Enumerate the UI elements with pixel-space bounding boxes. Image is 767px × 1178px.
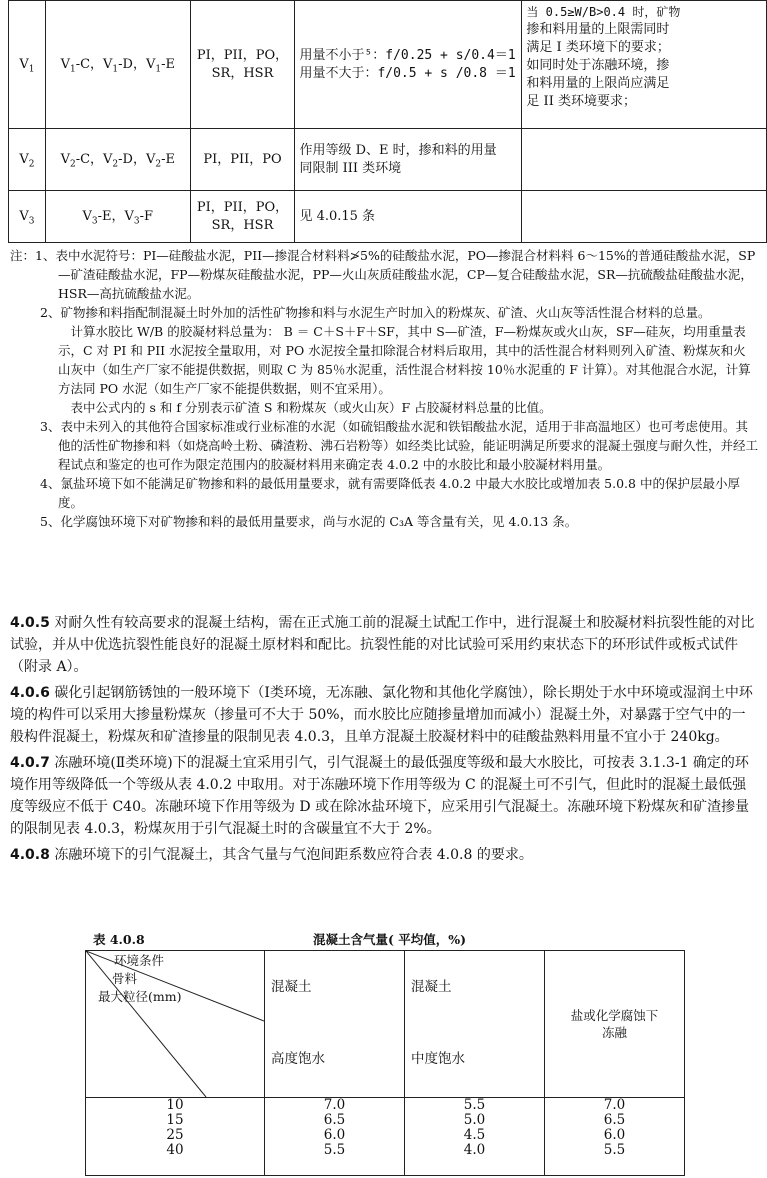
medium-saturation-values: 5.5 5.0 4.5 4.0	[405, 1098, 545, 1176]
table-row	[9, 129, 767, 191]
clauses	[10, 612, 758, 870]
env-code: $V_3$	[9, 191, 46, 243]
table-label: 表 4.0.8	[93, 932, 145, 947]
air-content-table	[85, 950, 685, 1176]
table-notes	[10, 246, 758, 531]
admixture-dosage: 见 4.0.15 条	[295, 191, 522, 243]
admixture-dosage: 作用等级 D、E 时，掺和料的用量 同限制 III 类环境	[295, 129, 522, 191]
corner-env-label: 环境条件	[114, 953, 165, 968]
corner-aggregate-label: 骨料	[112, 971, 138, 986]
col-salt-freeze: 盐或化学腐蚀下 冻融	[545, 951, 685, 1098]
table-row	[9, 1, 767, 129]
size-values: 10 15 25 40	[86, 1098, 265, 1176]
table-title: 混凝土含气量( 平均值，%)	[313, 932, 467, 947]
note-2-ratio: 表中公式内的 s 和 f 分别表示矿渣 S 和粉煤灰（或火山灰）F 占胶凝材料总量的比值。	[58, 400, 552, 415]
remark	[522, 129, 767, 191]
clause-4-0-8: 4.0.8 冻融环境下的引气混凝土，其含气量与气泡间距系数应符合表 4.0.8 的要求。	[10, 847, 533, 863]
corner-size-label: 最大粒径(mm)	[98, 989, 182, 1004]
env-code: $V_1$	[9, 1, 46, 129]
diagonal-header-cell	[86, 951, 265, 1098]
table-row	[9, 191, 767, 243]
remark: 当 0.5≥W/B>0.4 时，矿物 掺和料用量的上限需同时 满足 I 类环境下的要求； 如同时处于冻融环境，掺 和料用量的上限尚应满足 足 II 类环境要求；	[522, 1, 767, 129]
note-2-formula: 计算水胶比 W/B 的胶凝材料总量为： B ＝ C＋S＋F＋SF，其中 S—矿渣，F—粉煤灰或火山灰，SF—硅灰，均用重量表示，C 对 PI 和 PII 水泥按全量取用，对 PO 水泥按全量扣除混合材料后取用，其中的活性混合材料则列入矿渣、粉煤灰和火山灰中（如生产厂家不能提供数据，则取 C 为 85％水泥重，活性混合材料按 10％水泥重的 F 计算）。对其他混合水泥，计算方法同 PO 水泥（如生产厂家不能提供数据，则不宜采用）。	[58, 324, 751, 396]
admixture-dosage: 用量不小于⁵：f/0.25 + s/0.4＝1 用量不大于：f/0.5 + s /0.8 ＝1	[295, 1, 522, 129]
environment-table	[8, 0, 767, 243]
salt-freeze-values: 7.0 6.5 6.0 5.5	[545, 1098, 685, 1176]
env-grades: $V_3-E$，$V_3-F$	[45, 191, 190, 243]
env-grades: $V_1-C$，$V_1-D$，$V_1-E$	[45, 1, 190, 129]
clause-4-0-7: 4.0.7 冻融环境(Ⅱ类环境)下的混凝土宜采用引气，引气混凝土的最低强度等级和最大水胶比，可按表 3.1.3-1 确定的环境作用等级降低一个等级从表 4.0.2 中取用。对于冻融环境下作用等级为 C 的混凝土可不引气，但此时的混凝土最低强度等级应不低于 C40。冻融环境下作用等级为 D 或在除冰盐环境下，应采用引气混凝土。冻融环境下粉煤灰和矿渣掺量的限制见表 4.0.3，粉煤灰用于引气混凝土时的含碳量宜不大于 2%。	[10, 755, 750, 837]
high-saturation-values: 7.0 6.5 6.0 5.5	[265, 1098, 405, 1176]
clause-4-0-5: 4.0.5 对耐久性有较高要求的混凝土结构，需在正式施工前的混凝土试配工作中，进行混凝土和胶凝材料抗裂性能的对比试验，并从中优选抗裂性能良好的混凝土原材料和配比。抗裂性能的对比试验可采用约束状态下的环形试件或板式试件（附录 A）。	[10, 615, 755, 675]
env-code: $V_2$	[9, 129, 46, 191]
note-3: 3、表中未列入的其他符合国家标准或行业标准的水泥（如硫铝酸盐水泥和铁铝酸盐水泥，适用于非高温地区）也可考虑使用。其他的活性矿物掺和料（如烧高岭土粉、磷渣粉、沸石岩粉等）如经类比试验，能证明满足所要求的混凝土强度与耐久性，并经工程试点和鉴定的也可作为限定范围内的胶凝材料用来确定表 4.0.2 中的水胶比和最小胶凝材料用量。	[40, 419, 759, 472]
col-high-saturation: 混凝土 高度饱水	[265, 951, 405, 1098]
note-1: 注：1、表中水泥符号：PI—硅酸盐水泥，PII—掺混合材料料≯5%的硅酸盐水泥，PO—掺混合材料料 6～15%的普通硅酸盐水泥，SP—矿渣硅酸盐水泥，FP—粉煤灰硅酸盐水泥，PP—火山灰质硅酸盐水泥，CP—复合硅酸盐水泥，SR—抗硫酸盐硅酸盐水泥，HSR—高抗硫酸盐水泥。	[10, 248, 756, 301]
clause-4-0-6: 4.0.6 碳化引起钢筋锈蚀的一般环境下（Ⅰ类环境，无冻融、氯化物和其他化学腐蚀），除长期处于水中环境或湿润土中环境的构件可以采用大掺量粉煤灰（掺量可不大于 50%，而水胶比应随掺量增加而减小）混凝土外，对暴露于空气中的一般构件混凝土，粉煤灰和矿渣掺量的限制见表 4.0.3，且单方混凝土胶凝材料中的硅酸盐熟料用量不宜小于 240kg。	[10, 685, 753, 745]
note-5: 5、化学腐蚀环境下对矿物掺和料的最低用量要求，尚与水泥的 C₃A 等含量有关，见 4.0.13 条。	[40, 514, 578, 529]
table-header-row	[86, 951, 685, 1098]
cement-types: PI，PII，PO， SR，HSR	[190, 191, 295, 243]
cement-types: PI，PII，PO	[190, 129, 295, 191]
remark	[522, 191, 767, 243]
env-grades: $V_2-C$，$V_2-D$，$V_2-E$	[45, 129, 190, 191]
col-medium-saturation: 混凝土 中度饱水	[405, 951, 545, 1098]
cement-types: PI，PII，PO， SR，HSR	[190, 1, 295, 129]
note-2: 2、矿物掺和料指配制混凝土时外加的活性矿物掺和料与水泥生产时加入的粉煤灰、矿渣、火山灰等活性混合材料的总量。	[40, 305, 711, 320]
note-4: 4、氯盐环境下如不能满足矿物掺和料的最低用量要求，就有需要降低表 4.0.2 中最大水胶比或增加表 5.0.8 中的保护层最小厚度。	[40, 476, 740, 510]
table-body-row	[86, 1098, 685, 1176]
